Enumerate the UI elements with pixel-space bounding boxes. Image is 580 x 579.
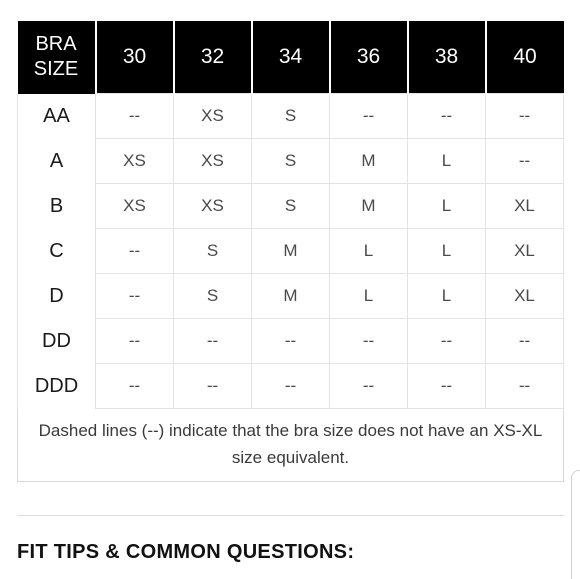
size-equivalent-cell: -- bbox=[486, 364, 564, 409]
scroll-edge-indicator bbox=[571, 470, 580, 579]
size-equivalent-cell: -- bbox=[96, 274, 174, 319]
size-equivalent-cell: XS bbox=[174, 184, 252, 229]
band-size-header: 36 bbox=[330, 21, 408, 94]
header-label-line-2: SIZE bbox=[33, 58, 79, 81]
size-equivalent-cell: -- bbox=[330, 94, 408, 139]
size-chart-row bbox=[18, 184, 564, 229]
size-equivalent-cell: M bbox=[330, 184, 408, 229]
size-equivalent-cell: -- bbox=[252, 319, 330, 364]
size-equivalent-cell: -- bbox=[174, 319, 252, 364]
size-equivalent-cell: -- bbox=[96, 94, 174, 139]
size-equivalent-cell: XS bbox=[96, 139, 174, 184]
size-equivalent-cell: L bbox=[330, 274, 408, 319]
band-size-header: 30 bbox=[96, 21, 174, 94]
footnote-text: Dashed lines (--) indicate that the bra size does not have an XS-XL size equivalent. bbox=[18, 409, 564, 482]
size-chart-row bbox=[18, 229, 564, 274]
band-size-header: 32 bbox=[174, 21, 252, 94]
size-chart-row bbox=[18, 364, 564, 409]
size-equivalent-cell: -- bbox=[408, 94, 486, 139]
size-equivalent-cell: M bbox=[252, 229, 330, 274]
size-chart-row bbox=[18, 274, 564, 319]
size-chart-header bbox=[18, 21, 564, 94]
size-equivalent-cell: XL bbox=[486, 229, 564, 274]
size-equivalent-cell: L bbox=[408, 274, 486, 319]
size-equivalent-cell: L bbox=[330, 229, 408, 274]
size-equivalent-cell: -- bbox=[174, 364, 252, 409]
size-equivalent-cell: -- bbox=[96, 229, 174, 274]
size-equivalent-cell: -- bbox=[408, 319, 486, 364]
size-equivalent-cell: -- bbox=[330, 319, 408, 364]
size-equivalent-cell: L bbox=[408, 184, 486, 229]
size-equivalent-cell: S bbox=[252, 184, 330, 229]
band-size-header: 38 bbox=[408, 21, 486, 94]
size-equivalent-cell: -- bbox=[486, 94, 564, 139]
fit-tips-heading: FIT TIPS & COMMON QUESTIONS: bbox=[17, 541, 355, 563]
header-row bbox=[18, 21, 564, 94]
bra-size-header-cell bbox=[18, 21, 96, 94]
cup-size-cell: B bbox=[18, 184, 96, 229]
size-equivalent-cell: M bbox=[330, 139, 408, 184]
cup-size-cell: DDD bbox=[18, 364, 96, 409]
cup-size-cell: A bbox=[18, 139, 96, 184]
section-divider bbox=[17, 515, 564, 516]
size-chart-footer bbox=[18, 409, 564, 482]
size-equivalent-cell: XL bbox=[486, 184, 564, 229]
size-equivalent-cell: S bbox=[252, 94, 330, 139]
size-equivalent-cell: -- bbox=[96, 364, 174, 409]
size-equivalent-cell: -- bbox=[252, 364, 330, 409]
cup-size-cell: C bbox=[18, 229, 96, 274]
cup-size-cell: AA bbox=[18, 94, 96, 139]
header-label-line-1: BRA bbox=[35, 33, 77, 56]
size-chart-row bbox=[18, 319, 564, 364]
size-chart-row bbox=[18, 139, 564, 184]
size-equivalent-cell: L bbox=[408, 229, 486, 274]
size-equivalent-cell: XS bbox=[96, 184, 174, 229]
size-equivalent-cell: -- bbox=[486, 319, 564, 364]
band-size-header: 34 bbox=[252, 21, 330, 94]
size-equivalent-cell: -- bbox=[486, 139, 564, 184]
size-equivalent-cell: S bbox=[174, 274, 252, 319]
footnote-row bbox=[18, 409, 564, 482]
size-equivalent-cell: XL bbox=[486, 274, 564, 319]
bra-size-chart bbox=[17, 21, 564, 482]
size-equivalent-cell: S bbox=[252, 139, 330, 184]
size-equivalent-cell: S bbox=[174, 229, 252, 274]
size-equivalent-cell: L bbox=[408, 139, 486, 184]
size-chart-body bbox=[18, 94, 564, 409]
cup-size-cell: DD bbox=[18, 319, 96, 364]
size-equivalent-cell: XS bbox=[174, 139, 252, 184]
size-equivalent-cell: M bbox=[252, 274, 330, 319]
size-equivalent-cell: -- bbox=[330, 364, 408, 409]
cup-size-cell: D bbox=[18, 274, 96, 319]
size-equivalent-cell: -- bbox=[96, 319, 174, 364]
size-chart-row bbox=[18, 94, 564, 139]
size-equivalent-cell: -- bbox=[408, 364, 486, 409]
size-equivalent-cell: XS bbox=[174, 94, 252, 139]
band-size-header: 40 bbox=[486, 21, 564, 94]
